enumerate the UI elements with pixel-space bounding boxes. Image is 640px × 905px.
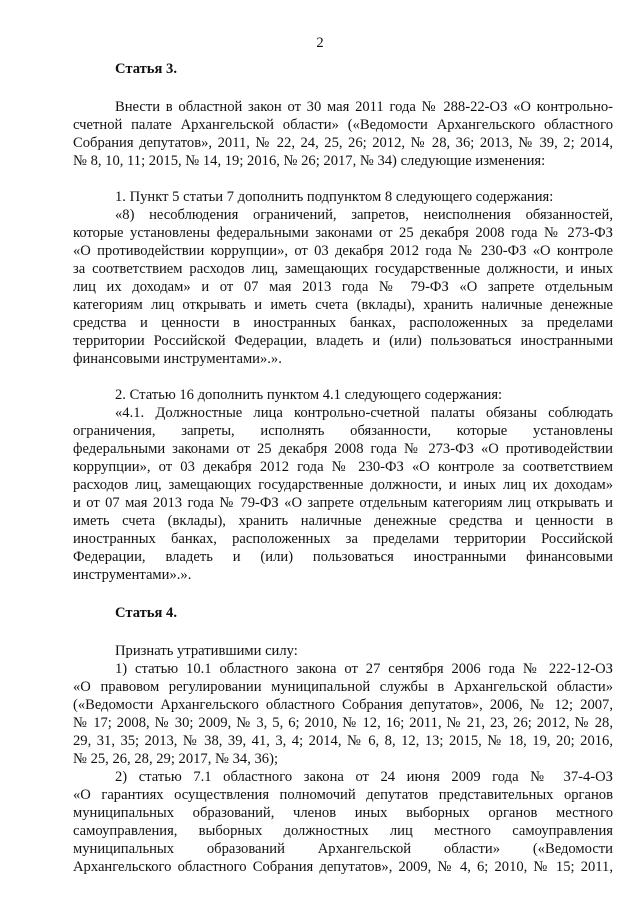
text-line: «О противодействии коррупции», от 03 декабря 2012 года № 230-ФЗ «О контроле [73, 243, 613, 259]
article-3-item-2 [73, 386, 613, 584]
text-line: Внести в областной закон от 30 мая 2011 года № 288-22-ОЗ «О контрольно- [115, 99, 613, 115]
text-line: 29, 31, 35; 2013, № 38, 39, 41, 3, 4; 2014, № 6, 8, 12, 13; 2015, № 18, 19, 20; 2016, [73, 733, 613, 749]
text-line: коррупции», от 03 декабря 2012 года № 230-ФЗ «О контроле за соответствием [73, 459, 613, 475]
text-line: 1. Пункт 5 статьи 7 дополнить подпунктом 8 следующего содержания: [115, 189, 554, 205]
text-line: счетной палате Архангельской области» («Ведомости Архангельского областного [73, 117, 613, 133]
text-line: «4.1. Должностные лица контрольно-счетной палаты обязаны соблюдать [115, 405, 613, 421]
text-line: финансовыми инструментами».». [73, 351, 282, 367]
text-line: самоуправления, выборных должностных лиц местного самоуправления [73, 823, 613, 839]
text-line: муниципальных образований, членов иных выборных органов местного [73, 805, 613, 821]
text-line: Собрания депутатов», 2011, № 22, 24, 25, 26; 2012, № 28, 36; 2013, № 39, 2; 2014, [73, 135, 613, 151]
text-line: «О гарантиях осуществления полномочий депутатов представительных органов [73, 787, 613, 803]
text-line: 2. Статью 16 дополнить пунктом 4.1 следующего содержания: [115, 387, 503, 403]
text-line: категориям лиц открывать и иметь счета (вклады), хранить наличные денежные [73, 297, 613, 313]
text-line: «8) несоблюдения ограничений, запретов, неисполнения обязанностей, [115, 207, 613, 223]
text-line: 2) статью 7.1 областного закона от 24 июня 2009 года № 37-4-ОЗ [115, 769, 613, 785]
text-line: лиц их доходам» и от 07 мая 2013 года № 79-ФЗ «О запрете отдельным [73, 279, 613, 295]
text-line: средства и ценности в иностранных банках, расположенных за пределами [73, 315, 613, 331]
text-line: которые установлены федеральными законами от 25 декабря 2008 года № 273-ФЗ [73, 225, 613, 241]
text-line: федеральными законами от 25 декабря 2008 года № 273-ФЗ «О противодействии [73, 441, 613, 457]
text-line: территории Российской Федерации, владеть и (или) пользоваться иностранными [73, 333, 613, 349]
page-number: 2 [316, 35, 324, 51]
text-line: иностранных банках, расположенных за пределами территории Российской [73, 531, 613, 547]
text-line: инструментами».». [73, 567, 192, 583]
text-line: и от 07 мая 2013 года № 79-ФЗ «О запрете отдельным категориям лиц открывать и [73, 495, 613, 511]
text-line: расходов лиц, замещающих государственные должности, и иных лиц их доходам» [73, 477, 613, 493]
article-4-body [73, 642, 613, 876]
text-line: Федерации, владеть и (или) пользоваться иностранными финансовыми [73, 549, 613, 565]
article-3-intro [73, 98, 613, 170]
text-line: 1) статью 10.1 областного закона от 27 сентября 2006 года № 222-12-ОЗ [115, 661, 613, 677]
text-line: № 8, 10, 11; 2015, № 14, 19; 2016, № 26; 2017, № 34) следующие изменения: [73, 153, 546, 169]
text-line: иметь счета (вклады), хранить наличные денежные средства и ценности в [73, 513, 613, 529]
article-3-title: Статья 3. [115, 61, 177, 77]
text-line: муниципальных образований Архангельской области» («Ведомости [73, 841, 613, 857]
text-line: № 25, 26, 28, 29; 2017, № 34, 36); [73, 751, 278, 767]
text-line: за соответствием расходов лиц, замещающих государственные должности, и иных [73, 261, 613, 277]
document-body [73, 60, 613, 876]
text-line: «О правовом регулировании муниципальной службы в Архангельской области» [73, 679, 613, 695]
text-line: ограничения, запреты, исполнять обязанности, которые установлены [73, 423, 613, 439]
text-line: («Ведомости Архангельского областного Собрания депутатов», 2006, № 12; 2007, [73, 697, 613, 713]
text-line: Архангельского областного Собрания депутатов», 2009, № 4, 6; 2010, № 15; 2011, [73, 859, 613, 875]
text-line: Признать утратившими силу: [115, 643, 298, 659]
article-4-title: Статья 4. [115, 605, 177, 621]
text-line: № 17; 2008, № 30; 2009, № 3, 5, 6; 2010, № 12, 16; 2011, № 21, 23, 26; 2012, № 28, [73, 715, 613, 731]
article-3-item-1 [73, 188, 613, 368]
